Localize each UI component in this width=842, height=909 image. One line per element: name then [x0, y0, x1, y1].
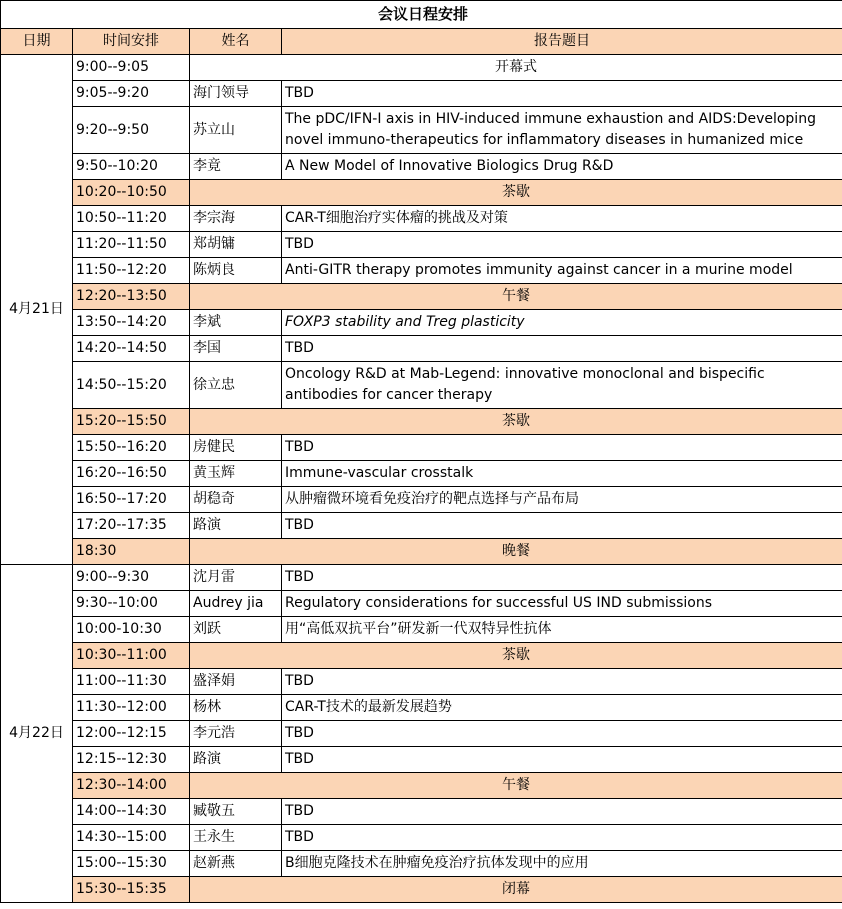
topic-cell: CAR-T细胞治疗实体瘤的挑战及对策	[282, 206, 842, 232]
time-cell: 11:20--11:50	[73, 232, 190, 258]
break-label: 午餐	[190, 284, 842, 310]
table-row	[1, 107, 842, 154]
time-cell: 15:50--16:20	[73, 435, 190, 461]
time-cell: 15:30--15:35	[73, 877, 190, 903]
topic-cell: TBD	[282, 721, 842, 747]
time-cell: 18:30	[73, 539, 190, 565]
table-row	[1, 336, 842, 362]
time-cell: 13:50--14:20	[73, 310, 190, 336]
break-label: 茶歇	[190, 409, 842, 435]
time-cell: 9:20--9:50	[73, 107, 190, 154]
table-row	[1, 461, 842, 487]
break-row	[1, 539, 842, 565]
speaker-cell: 王永生	[190, 825, 282, 851]
name-header: 姓名	[190, 29, 282, 55]
time-cell: 14:20--14:50	[73, 336, 190, 362]
time-cell: 15:00--15:30	[73, 851, 190, 877]
time-cell: 11:30--12:00	[73, 695, 190, 721]
time-cell: 11:50--12:20	[73, 258, 190, 284]
time-cell: 15:20--15:50	[73, 409, 190, 435]
break-row	[1, 877, 842, 903]
speaker-cell: 赵新燕	[190, 851, 282, 877]
table-row	[1, 513, 842, 539]
break-row	[1, 409, 842, 435]
time-cell: 9:30--10:00	[73, 591, 190, 617]
table-row	[1, 851, 842, 877]
topic-cell: 从肿瘤微环境看免疫治疗的靶点选择与产品布局	[282, 487, 842, 513]
topic-cell: TBD	[282, 669, 842, 695]
break-row	[1, 284, 842, 310]
time-cell: 10:20--10:50	[73, 180, 190, 206]
title-row	[1, 1, 842, 29]
topic-cell: TBD	[282, 799, 842, 825]
topic-cell: TBD	[282, 435, 842, 461]
speaker-cell: 房健民	[190, 435, 282, 461]
topic-cell: Regulatory considerations for successful US IND submissions	[282, 591, 842, 617]
table-row	[1, 669, 842, 695]
table-row	[1, 81, 842, 107]
table-row	[1, 747, 842, 773]
topic-cell: TBD	[282, 513, 842, 539]
break-row	[1, 643, 842, 669]
topic-cell: A New Model of Innovative Biologics Drug R&D	[282, 154, 842, 180]
time-cell: 9:00--9:30	[73, 565, 190, 591]
event-row	[1, 55, 842, 81]
topic-cell: TBD	[282, 81, 842, 107]
break-row	[1, 180, 842, 206]
time-cell: 16:20--16:50	[73, 461, 190, 487]
date-cell: 4月22日	[1, 565, 73, 903]
time-cell: 12:30--14:00	[73, 773, 190, 799]
break-label: 茶歇	[190, 643, 842, 669]
break-label: 午餐	[190, 773, 842, 799]
topic-cell: 用“高低双抗平台”研发新一代双特异性抗体	[282, 617, 842, 643]
table-row	[1, 799, 842, 825]
speaker-cell: 路演	[190, 747, 282, 773]
time-cell: 14:50--15:20	[73, 362, 190, 409]
speaker-cell: 陈炳良	[190, 258, 282, 284]
speaker-cell: 沈月雷	[190, 565, 282, 591]
table-row	[1, 258, 842, 284]
time-cell: 16:50--17:20	[73, 487, 190, 513]
break-row	[1, 773, 842, 799]
speaker-cell: 杨林	[190, 695, 282, 721]
header-row	[1, 29, 842, 55]
topic-cell: Anti-GITR therapy promotes immunity against cancer in a murine model	[282, 258, 842, 284]
speaker-cell: 胡稳奇	[190, 487, 282, 513]
table-row	[1, 591, 842, 617]
table-row	[1, 435, 842, 461]
speaker-cell: 李元浩	[190, 721, 282, 747]
topic-cell: TBD	[282, 825, 842, 851]
speaker-cell: 臧敬五	[190, 799, 282, 825]
topic-cell: TBD	[282, 232, 842, 258]
break-label: 晚餐	[190, 539, 842, 565]
topic-cell: The pDC/IFN-I axis in HIV-induced immune exhaustion and AIDS:Developing novel immuno-therapeutics for inflammatory diseases in humanized mice	[282, 107, 842, 154]
break-label: 闭幕	[190, 877, 842, 903]
table-row	[1, 154, 842, 180]
table-row	[1, 617, 842, 643]
speaker-cell: 黄玉辉	[190, 461, 282, 487]
topic-cell: Immune-vascular crosstalk	[282, 461, 842, 487]
date-header: 日期	[1, 29, 73, 55]
table-row	[1, 310, 842, 336]
topic-cell: TBD	[282, 565, 842, 591]
time-cell: 9:00--9:05	[73, 55, 190, 81]
topic-cell: CAR-T技术的最新发展趋势	[282, 695, 842, 721]
time-cell: 12:00--12:15	[73, 721, 190, 747]
schedule-body	[1, 1, 842, 903]
event-label: 开幕式	[190, 55, 842, 81]
time-cell: 14:30--15:00	[73, 825, 190, 851]
table-row	[1, 362, 842, 409]
time-cell: 17:20--17:35	[73, 513, 190, 539]
speaker-cell: 郑胡镛	[190, 232, 282, 258]
topic-cell: Oncology R&D at Mab-Legend: innovative monoclonal and bispecific antibodies for cancer therapy	[282, 362, 842, 409]
time-cell: 14:00--14:30	[73, 799, 190, 825]
speaker-cell: 徐立忠	[190, 362, 282, 409]
topic-header: 报告题目	[282, 29, 842, 55]
table-row	[1, 825, 842, 851]
topic-cell: TBD	[282, 336, 842, 362]
time-header: 时间安排	[73, 29, 190, 55]
speaker-cell: 李斌	[190, 310, 282, 336]
table-row	[1, 206, 842, 232]
time-cell: 10:30--11:00	[73, 643, 190, 669]
speaker-cell: 李竟	[190, 154, 282, 180]
time-cell: 10:50--11:20	[73, 206, 190, 232]
time-cell: 11:00--11:30	[73, 669, 190, 695]
topic-cell: TBD	[282, 747, 842, 773]
break-label: 茶歇	[190, 180, 842, 206]
table-row	[1, 695, 842, 721]
table-row	[1, 721, 842, 747]
table-row	[1, 232, 842, 258]
topic-cell: B细胞克隆技术在肿瘤免疫治疗抗体发现中的应用	[282, 851, 842, 877]
topic-cell: FOXP3 stability and Treg plasticity	[282, 310, 842, 336]
time-cell: 9:05--9:20	[73, 81, 190, 107]
time-cell: 10:00-10:30	[73, 617, 190, 643]
table-row	[1, 565, 842, 591]
date-cell: 4月21日	[1, 55, 73, 565]
speaker-cell: 海门领导	[190, 81, 282, 107]
speaker-cell: 苏立山	[190, 107, 282, 154]
speaker-cell: Audrey jia	[190, 591, 282, 617]
page-title: 会议日程安排	[1, 1, 842, 29]
time-cell: 12:20--13:50	[73, 284, 190, 310]
speaker-cell: 李国	[190, 336, 282, 362]
speaker-cell: 盛泽娟	[190, 669, 282, 695]
time-cell: 9:50--10:20	[73, 154, 190, 180]
speaker-cell: 李宗海	[190, 206, 282, 232]
speaker-cell: 路演	[190, 513, 282, 539]
time-cell: 12:15--12:30	[73, 747, 190, 773]
table-row	[1, 487, 842, 513]
speaker-cell: 刘跃	[190, 617, 282, 643]
